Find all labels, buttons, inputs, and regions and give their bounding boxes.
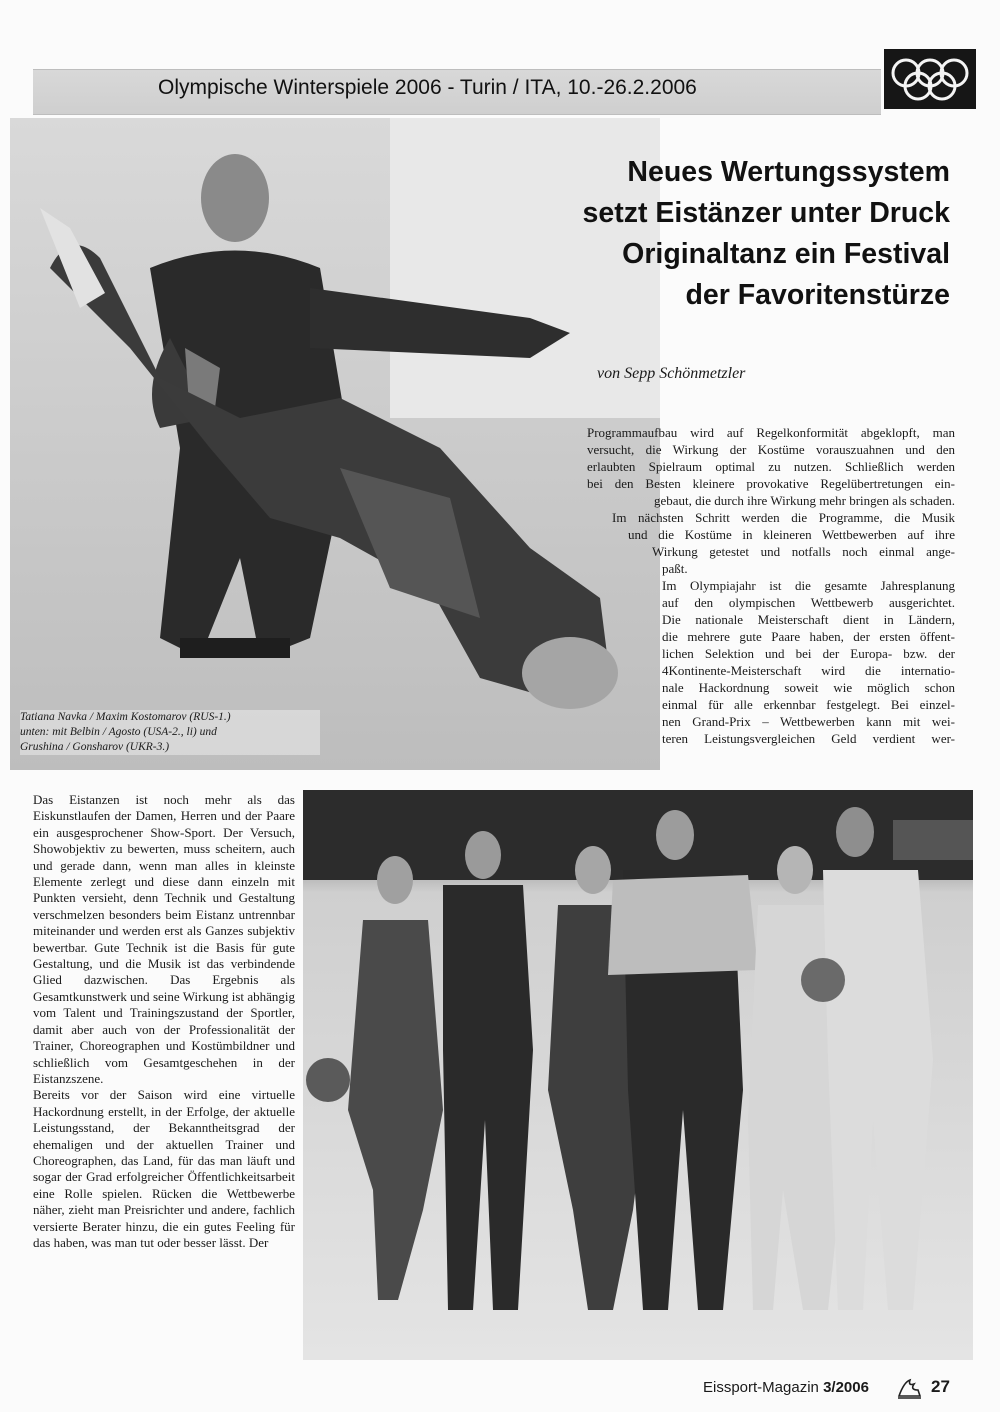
page-number: 27 <box>931 1377 950 1396</box>
text-line: die mehrere gute Paare haben, der ersten öffent- <box>662 629 955 644</box>
photo-caption <box>20 710 320 755</box>
olympic-rings-icon <box>884 49 976 109</box>
text-line: und die Kostüme in kleineren Wettbewerben auf ihre <box>628 527 955 542</box>
paragraph: Bereits vor der Saison wird eine virtuelle Hackordnung erstellt, in der Erfolge, der aktuelle Leistungsstand, der Bekanntheitsgrad der ehemaligen und der aktuellen Trainer und Choreographen, das Land, für das man läuft und sogar der Grad erfolgreicher Öffentlichkeitsarbeit eine Rolle spielen. Rücken die Wettbewerbe näher, zieht man Preisrichter und andere, fachlich versierte Berater hinzu, die ein gutes Feeling für das haben, was man tut oder besser lässt. Der <box>33 1087 295 1250</box>
text-line: nen Grand-Prix – Wettbewerben kann mit wei- <box>662 714 955 729</box>
text-line: nale Hackordnung soweit wie möglich schon <box>662 680 955 695</box>
headline-line: setzt Eistänzer unter Druck <box>582 197 950 229</box>
skater-logo-icon <box>896 1376 922 1404</box>
caption-line: Tatiana Navka / Maxim Kostomarov (RUS-1.) <box>20 711 231 723</box>
text-line: lichen Selektion und bei der Europa- bzw. der <box>662 646 955 661</box>
text-line: einmal für alle erkennbar festgelegt. Bei einzel- <box>662 697 955 712</box>
text-line: erlaubten Spielraum optimal zu nutzen. Schließlich werden <box>587 459 955 474</box>
text-line: Wirkung getestet und notfalls noch einmal ange- <box>652 544 955 559</box>
caption-line: Grushina / Gonsharov (UKR-3.) <box>20 741 170 753</box>
left-column <box>33 792 295 1251</box>
text-line: paßt. <box>662 561 688 576</box>
footer-magazine <box>703 1379 869 1396</box>
headline-line: der Favoritenstürze <box>685 279 950 311</box>
header-title: Olympische Winterspiele 2006 - Turin / ITA, 10.-26.2.2006 <box>158 76 697 99</box>
headline-line: Originaltanz ein Festival <box>622 238 950 270</box>
text-line: Programmaufbau wird auf Regelkonformität abgeklopft, man <box>587 425 955 440</box>
text-line: auf den olympischen Wettbewerb ausgerichtet. <box>662 595 955 610</box>
text-line: Im Olympiajahr ist die gesamte Jahresplanung <box>662 578 955 593</box>
footer <box>703 1376 963 1400</box>
text-line: versucht, die Wirkung der Kostüme vorauszuahnen und den <box>587 442 955 457</box>
byline: von Sepp Schönmetzler <box>597 365 746 382</box>
text-line: gebaut, die durch ihre Wirkung mehr bringen als schaden. <box>653 493 955 508</box>
magazine-issue: 3/2006 <box>823 1379 869 1396</box>
text-line: 4Kontinente-Meisterschaft wird die internatio- <box>662 663 955 678</box>
text-line: Im nächsten Schritt werden die Programme, die Musik <box>612 510 955 525</box>
headline <box>480 152 950 316</box>
magazine-name: Eissport-Magazin <box>703 1379 819 1396</box>
caption-line: unten: mit Belbin / Agosto (USA-2., li) und <box>20 726 217 738</box>
text-line: Die nationale Meisterschaft dient in Ländern, <box>662 612 955 627</box>
text-line: bei den Besten kleinere provokative Regelübertretungen ein- <box>587 476 955 491</box>
photo-podium <box>303 790 973 1360</box>
paragraph: Das Eistanzen ist noch mehr als das Eiskunstlaufen der Damen, Herren und der Paare ein ausgesprochener Show-Sport. Der Versuch, Showobjektiv zu bewerten, muss scheitern, auch und gerade dann, wenn man alles in kleinste Elemente zerlegt und diese dann einzeln mit Punkten versieht, denn Technik und Gestaltung verschmelzen besonders beim Eistanz untrennbar miteinander und werden erst als Ganzes subjektiv bewertbar. Gute Technik ist die Basis für gute Gestaltung, und die Musik ist das verbindende Glied dazwischen. Das Ergebnis als Gesamtkunstwerk und seine Wirkung ist abhängig vom Talent und Trainingszustand der Sportler, damit aber auch von der Professionalität der Trainer, Choreographen und Kostümbildner und schließlich vom Gesamtgeschehen in der Eistanzszene. <box>33 792 295 1086</box>
headline-line: Neues Wertungssystem <box>627 156 950 188</box>
text-line: teren Leistungsvergleichen Geld verdient wer- <box>662 731 955 746</box>
